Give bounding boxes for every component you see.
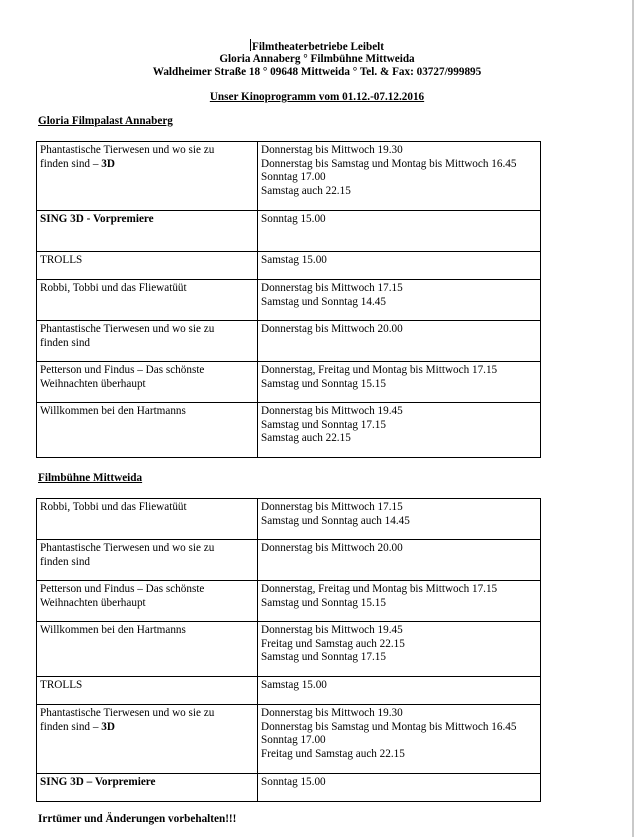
film-cell: Phantastische Tierwesen und wo sie zu finden sind [37, 321, 258, 362]
table-row [37, 321, 541, 362]
letterhead [0, 39, 634, 80]
times-cell: Donnerstag bis Mittwoch 19.30 Donnerstag bis Samstag und Montag bis Mittwoch 16.45 Sonntag 17.00 Samstag auch 22.15 [258, 142, 541, 211]
table-row [37, 362, 541, 403]
schedule-table-mittweida [36, 498, 541, 802]
schedule-table-annaberg [36, 141, 541, 458]
film-cell: Willkommen bei den Hartmanns [37, 622, 258, 677]
letterhead-line-address: Waldheimer Straße 18 ° 09648 Mittweida ° Tel. & Fax: 03727/999895 [152, 66, 482, 79]
program-title: Unser Kinoprogramm vom 01.12.-07.12.2016 [209, 91, 425, 103]
film-cell: Robbi, Tobbi und das Fliewatüüt [37, 499, 258, 540]
times-cell: Donnerstag bis Mittwoch 19.45 Samstag und Sonntag 17.15 Samstag auch 22.15 [258, 403, 541, 458]
table-row [37, 499, 541, 540]
disclaimer-note: Irrtümer und Änderungen vorbehalten!!! [38, 813, 237, 825]
times-cell: Samstag 15.00 [258, 677, 541, 705]
times-cell: Donnerstag, Freitag und Montag bis Mittwoch 17.15 Samstag und Sonntag 15.15 [258, 362, 541, 403]
table-row [37, 677, 541, 705]
table-row [37, 540, 541, 581]
table-row [37, 403, 541, 458]
film-cell: SING 3D – Vorpremiere [37, 774, 258, 802]
table-row [37, 211, 541, 252]
table-row [37, 705, 541, 774]
letterhead-line-cinemas: Gloria Annaberg ° Filmbühne Mittweida [219, 52, 415, 65]
table-row [37, 252, 541, 280]
table-row [37, 280, 541, 321]
times-cell: Donnerstag, Freitag und Montag bis Mittwoch 17.15 Samstag und Sonntag 15.15 [258, 581, 541, 622]
table-row [37, 142, 541, 211]
film-cell: Phantastische Tierwesen und wo sie zu finden sind – 3D [37, 705, 258, 774]
times-cell: Donnerstag bis Mittwoch 17.15 Samstag und Sonntag 14.45 [258, 280, 541, 321]
film-cell: Petterson und Findus – Das schönste Weihnachten überhaupt [37, 362, 258, 403]
film-cell: Robbi, Tobbi und das Fliewatüüt [37, 280, 258, 321]
film-cell: Willkommen bei den Hartmanns [37, 403, 258, 458]
times-cell: Sonntag 15.00 [258, 774, 541, 802]
film-cell: TROLLS [37, 252, 258, 280]
times-cell: Donnerstag bis Mittwoch 19.30 Donnerstag bis Samstag und Montag bis Mittwoch 16.45 Sonntag 17.00 Freitag und Samstag auch 22.15 [258, 705, 541, 774]
section-title-annaberg: Gloria Filmpalast Annaberg [38, 115, 173, 127]
table-row [37, 581, 541, 622]
letterhead-line-company: Filmtheaterbetriebe Leibelt [251, 41, 385, 53]
times-cell: Samstag 15.00 [258, 252, 541, 280]
film-cell: Phantastische Tierwesen und wo sie zu finden sind [37, 540, 258, 581]
table-row [37, 622, 541, 677]
film-cell: SING 3D - Vorpremiere [37, 211, 258, 252]
times-cell: Donnerstag bis Mittwoch 20.00 [258, 540, 541, 581]
text-cursor [250, 39, 251, 51]
film-cell: Petterson und Findus – Das schönste Weihnachten überhaupt [37, 581, 258, 622]
section-title-mittweida: Filmbühne Mittweida [38, 472, 143, 484]
times-cell: Donnerstag bis Mittwoch 19.45 Freitag und Samstag auch 22.15 Samstag und Sonntag 17.15 [258, 622, 541, 677]
film-cell: TROLLS [37, 677, 258, 705]
times-cell: Donnerstag bis Mittwoch 20.00 [258, 321, 541, 362]
times-cell: Sonntag 15.00 [258, 211, 541, 252]
film-cell: Phantastische Tierwesen und wo sie zu finden sind – 3D [37, 142, 258, 211]
times-cell: Donnerstag bis Mittwoch 17.15 Samstag und Sonntag auch 14.45 [258, 499, 541, 540]
table-row [37, 774, 541, 802]
